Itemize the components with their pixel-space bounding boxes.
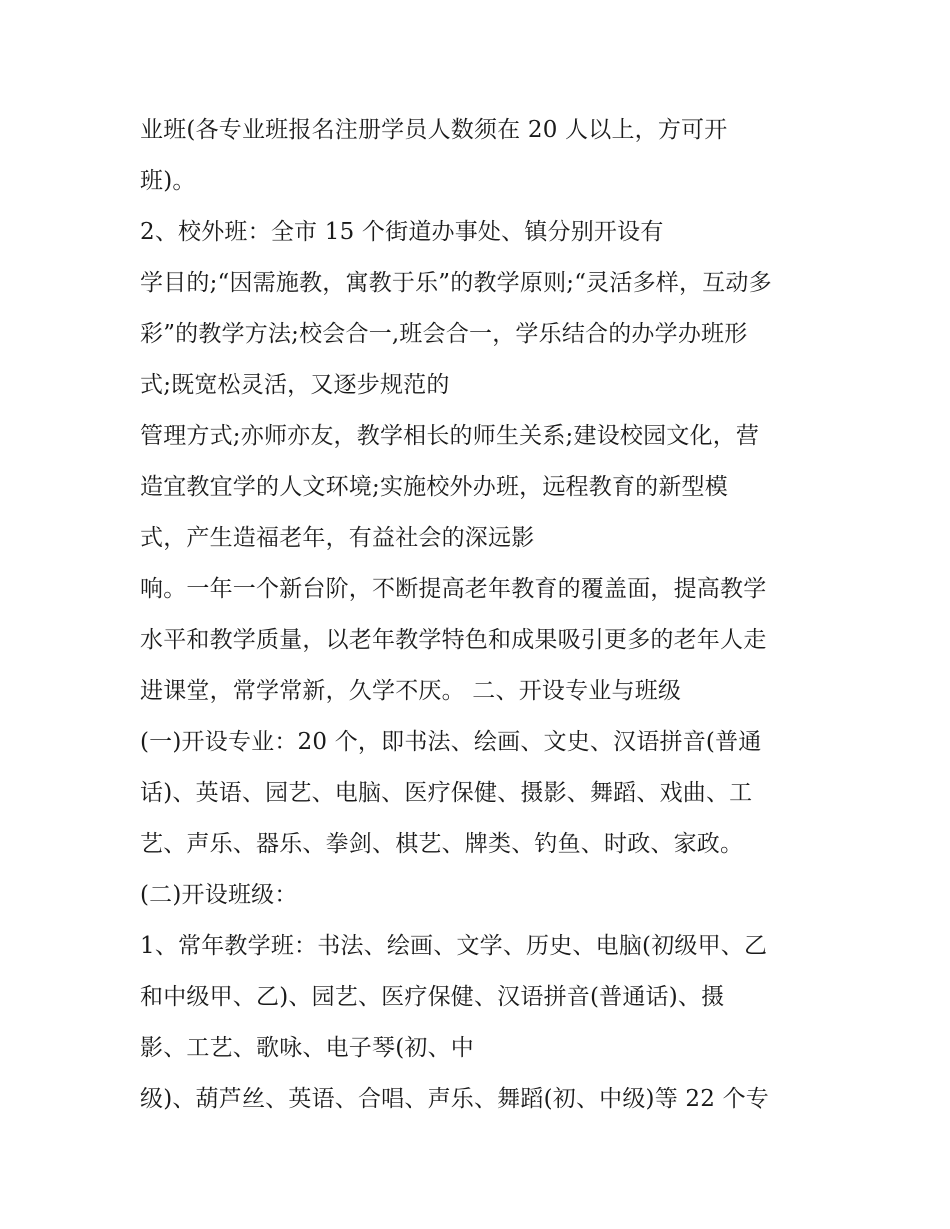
text-line: 式;既宽松灵活，又逐步规范的	[140, 372, 450, 398]
text-line: 业班(各专业班报名注册学员人数须在 20 人以上，方可开	[140, 117, 728, 143]
text-line: 话)、英语、园艺、电脑、医疗保健、摄影、舞蹈、戏曲、工	[140, 780, 753, 806]
text-line: 影、工艺、歌咏、电子琴(初、中	[140, 1035, 474, 1061]
text-line: 和中级甲、乙)、园艺、医疗保健、汉语拼音(普通话)、摄	[140, 984, 725, 1010]
text-line: (一)开设专业：20 个，即书法、绘画、文史、汉语拼音(普通	[140, 729, 762, 755]
text-line: 1、常年教学班：书法、绘画、文学、历史、电脑(初级甲、乙	[140, 933, 768, 959]
text-line: 管理方式;亦师亦友，教学相长的师生关系;建设校园文化，营	[140, 423, 760, 449]
text-line: 响。一年一个新台阶，不断提高老年教育的覆盖面，提高教学	[140, 576, 767, 602]
text-line: 进课堂，常学常新，久学不厌。 二、开设专业与班级	[140, 678, 682, 704]
text-line: 级)、葫芦丝、英语、合唱、声乐、舞蹈(初、中级)等 22 个专	[140, 1086, 770, 1112]
text-line: 艺、声乐、器乐、拳剑、棋艺、牌类、钓鱼、时政、家政。	[140, 831, 744, 857]
text-line: 水平和教学质量，以老年教学特色和成果吸引更多的老年人走	[140, 627, 767, 653]
document-body	[140, 110, 830, 1130]
text-line: 造宜教宜学的人文环境;实施校外办班，远程教育的新型模	[140, 474, 728, 500]
text-line: (二)开设班级：	[140, 882, 298, 908]
text-line: 2、校外班：全市 15 个街道办事处、镇分别开设有	[140, 219, 664, 245]
text-line: 班)。	[140, 168, 196, 194]
text-line: 式，产生造福老年，有益社会的深远影	[140, 525, 535, 551]
text-line: 学目的;“因需施教，寓教于乐”的教学原则;“灵活多样，互动多	[140, 270, 772, 296]
text-line: 彩”的教学方法;校会合一,班会合一，学乐结合的办学办班形	[140, 321, 748, 347]
